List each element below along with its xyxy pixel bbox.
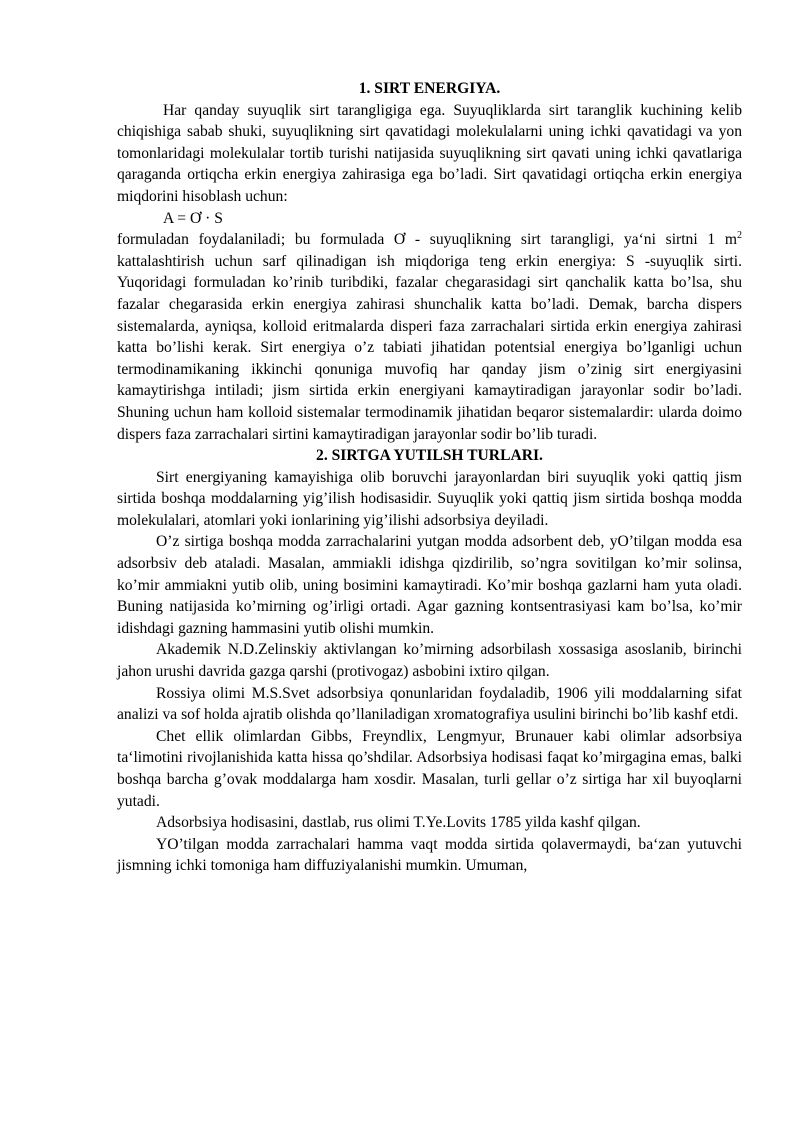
document-body	[117, 78, 742, 877]
section-heading-adsorption-types: 2. SIRTGA YUTILSH TURLARI.	[316, 447, 543, 465]
section-heading-surface-energy: 1. SIRT ENERGIYA.	[358, 80, 501, 97]
superscript-exponent: 2	[737, 229, 742, 241]
paragraph-lovits: Adsorbsiya hodisasini, dastlab, rus olimi T.Ye.Lovits 1785 yilda kashf qilgan.	[156, 814, 641, 832]
paragraph-adsorbent-definition: O’z sirtiga boshqa modda zarrachalarini yutgan modda adsorbent deb, yO’tilgan modda esa adsorbsiv deb ataladi. Masalan, ammiakli idishga qizdirilib, so’ngra sovitilgan ko’mir solinsa, ko’mir ammiakni yutib olib, uning bosimini kamaytiradi. Ko’mir boshqa gazlarni ham yuta oladi. Buning natijasida ko’mirning og’irligi ortadi. Agar gazning kontsentrasiyasi kam bo’lsa, ko’mir idishdagi gazning hammasini yutib olishi mumkin.	[117, 533, 742, 637]
paragraph-formula-explanation	[117, 229, 742, 445]
paragraph-diffusion: YO’tilgan modda zarrachalari hamma vaqt modda sirtida qolavermaydi, ba‘zan yutuvchi jismning ichki tomoniga ham diffuziyalanishi mumkin. Umuman,	[117, 835, 742, 875]
paragraph-formula-explanation-rest: kattalashtirish uchun sarf qilinadigan ish miqdoriga teng erkin energiya: S -suyuqlik sirti. Yuqoridagi formuladan ko’rinib turibdiki, fazalar chegarasidagi sirt qanchalik katta bo’lsa, shu fazalar chegarasida erkin energiya zahirasi shunchalik katta bo’ladi. Demak, barcha dispers sistemalarda, ayniqsa, kolloid eritmalarda disperi faza zarrachalari sirtida erkin energiya zahirasi katta bo’lishi kerak. Sirt energiya o’z tabiati jihatidan potentsial energiya bo’lganligi uchun termodinamikaning ikkinchi qonuniga muvofiq har qanday jism o’zinig sirt energiyasini kamaytirishga intiladi; jism sirtida erkin energiyani kamaytiradigan jarayonlar sodir bo’ladi. Shuning uchun ham kolloid sistemalar termodinamik jihatidan beqaror sistemalardir: ularda doimo dispers faza zarrachalari sirtini kamaytiradigan jarayonlar sodir bo’lib turadi.	[117, 252, 742, 443]
paragraph-zelinskiy: Akademik N.D.Zelinskiy aktivlangan ko’mirning adsorbilash xossasiga asoslanib, birinchi jahon urushi davrida gazga qarshi (protivogaz) asbobini ixtiro qilgan.	[117, 641, 742, 681]
paragraph-adsorption-definition: Sirt energiyaning kamayishiga olib boruvchi jarayonlardan biri suyuqlik yoki qattiq jism sirtida boshqa moddalarning yig’ilish hodisasidir. Suyuqlik yoki qattiq jism sirtida boshqa modda molekulalari, atomlari yoki ionlarining yig’ilishi adsorbsiya deyiladi.	[117, 468, 742, 529]
paragraph-svet: Rossiya olimi M.S.Svet adsorbsiya qonunlaridan foydaladib, 1906 yili moddalarning sifat analizi va sof holda ajratib olishda qo’llaniladigan xromatografiya usulini birinchi bo’lib kashf etdi.	[117, 684, 742, 724]
paragraph-foreign-scientists: Chet ellik olimlardan Gibbs, Freyndlix, Lengmyur, Brunauer kabi olimlar adsorbsiya ta‘limotini rivojlanishida katta hissa qo’shdilar. Adsorbsiya hodisasi faqat ko’mirgagina emas, balki boshqa barcha g’ovak moddalarga ham xosdir. Masalan, turli gellar o’z sirtiga har xil buyoqlarni yutadi.	[117, 727, 742, 810]
paragraph-formula-explanation-start: formuladan foydalaniladi; bu formulada Ơ - suyuqlikning sirt tarangligi, ya‘ni sirtni 1 m	[117, 231, 737, 249]
formula-free-energy: A = Ơ · S	[163, 209, 223, 227]
paragraph-surface-tension: Har qanday suyuqlik sirt tarangligiga ega. Suyuqliklarda sirt taranglik kuchining kelib chiqishiga sabab shuki, suyuqlikning sirt qavatidagi molekulalarni uning ichki qavatidagi va yon tomonlaridagi molekulalar tortib turishi natijasida suyuqlikning sirt qavati uning ichki qavatlariga qaraganda ortiqcha erkin energiya zahirasiga ega bo’ladi. Sirt qavatidagi ortiqcha erkin energiya miqdorini hisoblash uchun:	[117, 101, 742, 205]
